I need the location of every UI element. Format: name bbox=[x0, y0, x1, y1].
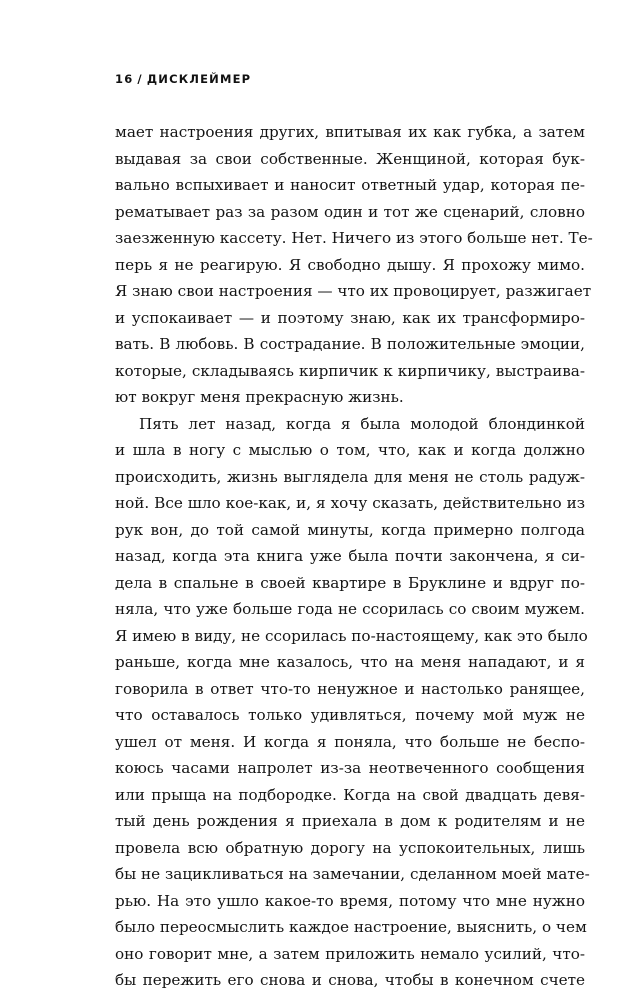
text-line: было переосмыслить каждое настроение, выяснить, о чем bbox=[115, 918, 587, 936]
text-line: рью. На это ушло какое-то время, потому что мне нужно bbox=[115, 891, 585, 910]
text-line: выдавая за свои собственные. Женщиной, которая бук- bbox=[115, 149, 585, 168]
text-line: раньше, когда мне казалось, что на меня нападают, и я bbox=[115, 653, 585, 671]
text-line: вально вспыхивает и наносит ответный удар, которая пе- bbox=[115, 176, 585, 194]
text-line: Пять лет назад, когда я была молодой блондинкой bbox=[139, 414, 585, 433]
text-line: ной. Все шло кое-как, и, я хочу сказать, действительно из bbox=[115, 494, 585, 512]
text-line: перь я не реагирую. Я свободно дышу. Я прохожу мимо. bbox=[115, 255, 585, 274]
text-line: мает настроения других, впитывая их как губка, а затем bbox=[115, 123, 585, 141]
body-text bbox=[115, 119, 593, 994]
text-line: рук вон, до той самой минуты, когда примерно полгода bbox=[115, 520, 585, 539]
page-number: 16 bbox=[115, 72, 134, 86]
text-line: что оставалось только удивляться, почему мой муж не bbox=[115, 706, 585, 724]
text-line: заезженную кассету. Нет. Ничего из этого больше нет. Те- bbox=[115, 229, 593, 247]
header-separator: / bbox=[137, 72, 143, 86]
text-line: и успокаивает — и поэтому знаю, как их трансформиро- bbox=[115, 308, 585, 327]
text-line: оно говорит мне, а затем приложить немало усилий, что- bbox=[115, 944, 585, 963]
text-line: коюсь часами напролет из-за неотвеченного сообщения bbox=[115, 759, 585, 777]
running-head bbox=[115, 72, 251, 86]
text-line: или прыща на подбородке. Когда на свой двадцать девя- bbox=[115, 785, 585, 804]
paragraph bbox=[115, 411, 590, 994]
text-line: бы пережить его снова и снова, чтобы в конечном счете bbox=[115, 971, 585, 989]
text-line: Я имею в виду, не ссорилась по-настоящему, как это было bbox=[115, 626, 588, 645]
text-line: Я знаю свои настроения — что их провоцирует, разжигает bbox=[115, 282, 592, 300]
text-line: дела в спальне в своей квартире в Бруклине и вдруг по- bbox=[115, 573, 585, 592]
text-line: говорила в ответ что-то ненужное и настолько ранящее, bbox=[115, 679, 585, 698]
text-line: которые, складываясь кирпичик к кирпичику, выстраива- bbox=[115, 361, 585, 380]
paragraph bbox=[115, 119, 593, 411]
text-line: провела всю обратную дорогу на успокоительных, лишь bbox=[115, 838, 585, 857]
chapter-title: ДИСКЛЕЙМЕР bbox=[146, 72, 252, 86]
text-line: и шла в ногу с мыслью о том, что, как и когда должно bbox=[115, 441, 585, 459]
text-line: рематывает раз за разом один и тот же сценарий, словно bbox=[115, 202, 585, 221]
text-line: назад, когда эта книга уже была почти закончена, я си- bbox=[115, 547, 585, 565]
text-line: происходить, жизнь выглядела для меня не столь радуж- bbox=[115, 467, 585, 486]
text-line: няла, что уже больше года не ссорилась со своим мужем. bbox=[115, 600, 585, 618]
text-line: ют вокруг меня прекрасную жизнь. bbox=[115, 388, 404, 406]
text-line: бы не зацикливаться на замечании, сделанном моей мате- bbox=[115, 865, 590, 883]
text-line: тый день рождения я приехала в дом к родителям и не bbox=[115, 812, 585, 830]
text-line: ушел от меня. И когда я поняла, что больше не беспо- bbox=[115, 732, 585, 751]
text-line: вать. В любовь. В сострадание. В положительные эмоции, bbox=[115, 335, 585, 353]
